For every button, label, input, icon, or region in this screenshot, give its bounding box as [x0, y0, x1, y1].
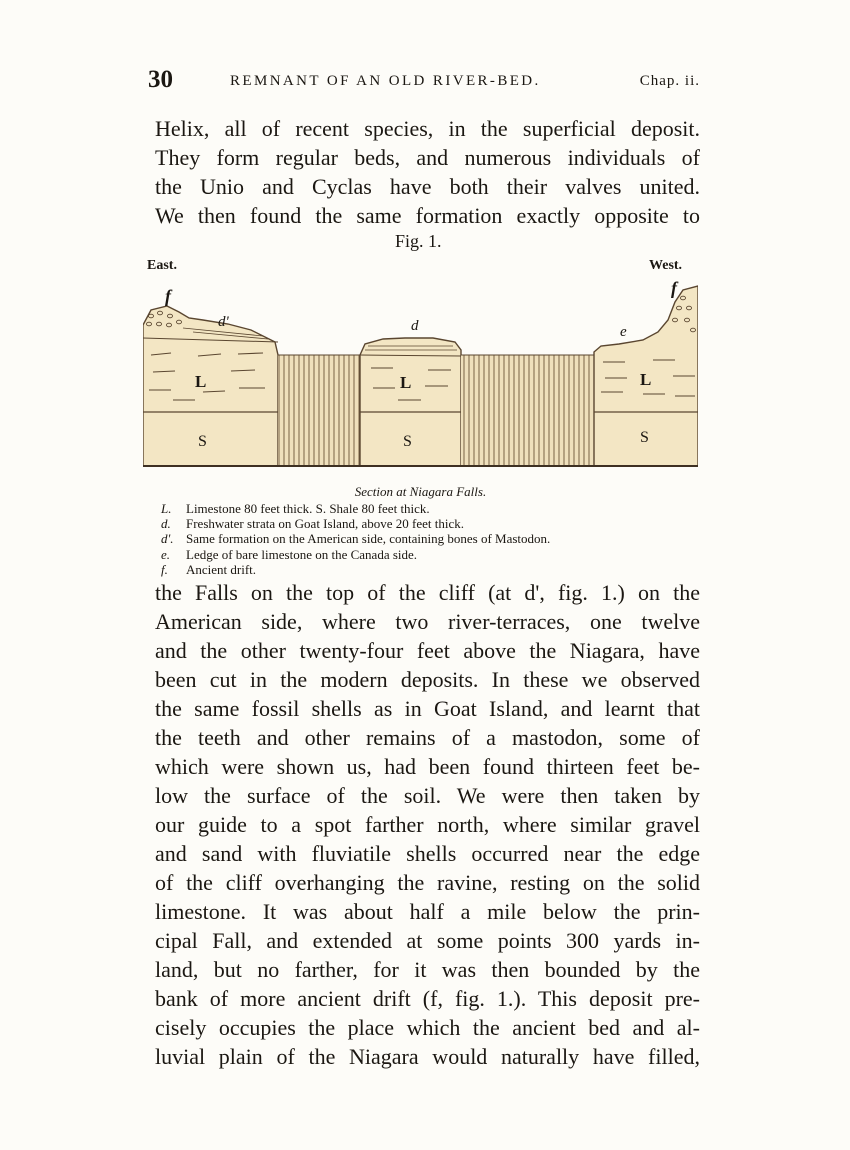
label-s-right: S: [640, 429, 649, 446]
legend-text: Same formation on the American side, containing bones of Mastodon.: [186, 531, 551, 547]
text-line: We then found the same formation exactly opposite to: [155, 203, 700, 228]
label-e: e: [620, 324, 627, 340]
legend-item: [161, 501, 701, 516]
legend-item: [161, 531, 701, 546]
text-line: and the other twenty-four feet above the Niagara, have: [155, 638, 700, 663]
label-s-left: S: [198, 433, 207, 450]
text-line: Helix, all of recent species, in the superficial deposit.: [155, 116, 700, 141]
bottom-paragraph: [155, 578, 700, 1071]
label-d-prime: d': [218, 314, 229, 330]
text-line: which were shown us, had been found thirteen feet be-: [155, 754, 700, 779]
text-line: land, but no farther, for it was then bounded by the: [155, 957, 700, 982]
text-line: the same fossil shells as in Goat Island, and learnt that: [155, 696, 700, 721]
label-l-middle: L: [400, 373, 412, 392]
page-number: 30: [148, 66, 173, 93]
legend-text: Limestone 80 feet thick. S. Shale 80 feet thick.: [186, 501, 430, 516]
text-line: limestone. It was about half a mile below the prin-: [155, 899, 700, 924]
text-line: of the cliff overhanging the ravine, resting on the solid: [155, 870, 700, 895]
text-line: cipal Fall, and extended at some points 300 yards in-: [155, 928, 700, 953]
figure-caption: Section at Niagara Falls.: [354, 484, 487, 499]
running-title: REMNANT OF AN OLD RIVER-BED.: [230, 73, 541, 89]
chapter-label: Chap. ii.: [639, 73, 700, 89]
legend-key: e.: [161, 546, 171, 562]
text-line: the Unio and Cyclas have both their valves united.: [155, 174, 700, 199]
legend-key: L.: [161, 501, 172, 516]
legend-key: d'.: [161, 531, 174, 547]
legend-text: Ledge of bare limestone on the Canada side.: [186, 546, 418, 562]
legend-key: d.: [161, 516, 171, 532]
text-line: the teeth and other remains of a mastodon, some of: [155, 725, 700, 750]
figure-label: Fig. 1.: [395, 231, 442, 251]
legend-item: [161, 562, 701, 577]
direction-east: East.: [147, 258, 177, 273]
legend-text: Ancient drift.: [186, 561, 257, 577]
label-l-left: L: [195, 372, 207, 391]
text-line: been cut in the modern deposits. In these we observed: [155, 667, 700, 692]
text-line: bank of more ancient drift (f, fig. 1.). This deposit pre-: [155, 986, 700, 1011]
text-line: They form regular beds, and numerous individuals of: [155, 145, 700, 170]
left-cliff: [143, 306, 278, 466]
legend-item: [161, 547, 701, 562]
label-d: d: [411, 318, 419, 334]
label-f-left: f: [165, 286, 171, 306]
text-line: our guide to a spot farther north, where similar gravel: [155, 812, 700, 837]
top-paragraph: [155, 114, 700, 230]
running-head: [148, 66, 700, 96]
legend-key: f.: [161, 561, 168, 577]
geological-section-figure: [143, 280, 698, 470]
text-line: low the surface of the soil. We were then taken by: [155, 783, 700, 808]
text-line: luvial plain of the Niagara would naturally have filled,: [155, 1044, 700, 1069]
text-line: American side, where two river-terraces, one twelve: [155, 609, 700, 634]
text-line: the Falls on the top of the cliff (at d', fig. 1.) on the: [155, 580, 700, 605]
legend-text: Freshwater strata on Goat Island, above 20 feet thick.: [186, 516, 464, 532]
text-line: cisely occupies the place which the ancient bed and al-: [155, 1015, 700, 1040]
figure-legend: [161, 501, 701, 577]
legend-item: [161, 516, 701, 531]
label-s-middle: S: [403, 433, 412, 450]
text-line: and sand with fluviatile shells occurred near the edge: [155, 841, 700, 866]
label-l-right: L: [640, 370, 652, 389]
direction-west: West.: [649, 258, 683, 273]
label-f-right: f: [671, 280, 677, 298]
